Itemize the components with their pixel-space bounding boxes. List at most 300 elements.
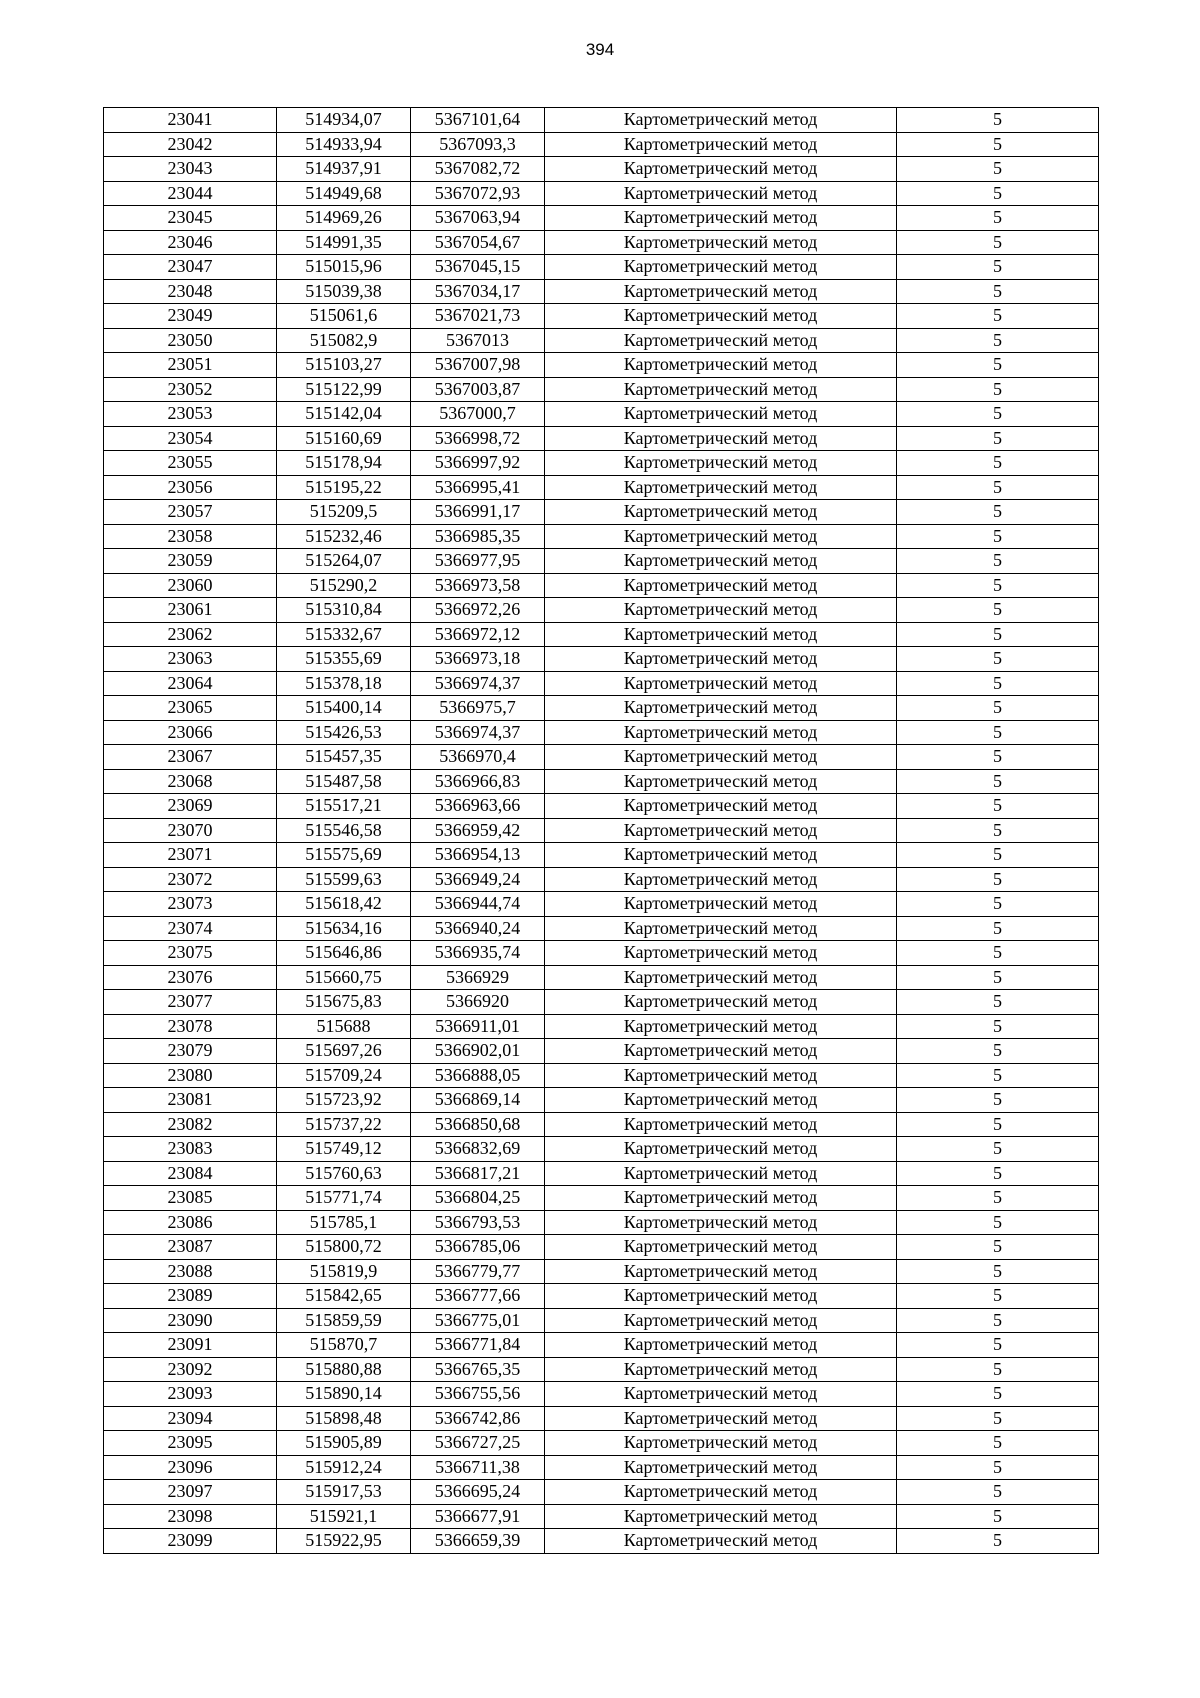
method-cell: Картометрический метод <box>545 451 897 476</box>
accuracy-cell: 5 <box>897 794 1099 819</box>
table-row <box>104 1431 1099 1456</box>
accuracy-cell: 5 <box>897 1063 1099 1088</box>
x-coordinate-cell: 514937,91 <box>277 157 411 182</box>
point-number-cell: 23085 <box>104 1186 277 1211</box>
accuracy-cell: 5 <box>897 1480 1099 1505</box>
table-row <box>104 965 1099 990</box>
point-number-cell: 23071 <box>104 843 277 868</box>
accuracy-cell: 5 <box>897 892 1099 917</box>
table-row <box>104 794 1099 819</box>
x-coordinate-cell: 515209,5 <box>277 500 411 525</box>
method-cell: Картометрический метод <box>545 1333 897 1358</box>
table-row <box>104 353 1099 378</box>
method-cell: Картометрический метод <box>545 377 897 402</box>
table-row <box>104 598 1099 623</box>
y-coordinate-cell: 5366972,12 <box>411 622 545 647</box>
method-cell: Картометрический метод <box>545 181 897 206</box>
x-coordinate-cell: 515912,24 <box>277 1455 411 1480</box>
accuracy-cell: 5 <box>897 1284 1099 1309</box>
y-coordinate-cell: 5366920 <box>411 990 545 1015</box>
y-coordinate-cell: 5367082,72 <box>411 157 545 182</box>
y-coordinate-cell: 5366742,86 <box>411 1406 545 1431</box>
point-number-cell: 23074 <box>104 916 277 941</box>
accuracy-cell: 5 <box>897 745 1099 770</box>
point-number-cell: 23083 <box>104 1137 277 1162</box>
y-coordinate-cell: 5366975,7 <box>411 696 545 721</box>
point-number-cell: 23070 <box>104 818 277 843</box>
accuracy-cell: 5 <box>897 622 1099 647</box>
point-number-cell: 23051 <box>104 353 277 378</box>
table-row <box>104 1333 1099 1358</box>
x-coordinate-cell: 515646,86 <box>277 941 411 966</box>
y-coordinate-cell: 5367101,64 <box>411 108 545 133</box>
accuracy-cell: 5 <box>897 1504 1099 1529</box>
table-row <box>104 377 1099 402</box>
x-coordinate-cell: 515487,58 <box>277 769 411 794</box>
accuracy-cell: 5 <box>897 1529 1099 1554</box>
method-cell: Картометрический метод <box>545 1259 897 1284</box>
accuracy-cell: 5 <box>897 255 1099 280</box>
x-coordinate-cell: 514949,68 <box>277 181 411 206</box>
y-coordinate-cell: 5366929 <box>411 965 545 990</box>
y-coordinate-cell: 5367003,87 <box>411 377 545 402</box>
y-coordinate-cell: 5366832,69 <box>411 1137 545 1162</box>
y-coordinate-cell: 5366997,92 <box>411 451 545 476</box>
method-cell: Картометрический метод <box>545 794 897 819</box>
method-cell: Картометрический метод <box>545 990 897 1015</box>
point-number-cell: 23078 <box>104 1014 277 1039</box>
y-coordinate-cell: 5366777,66 <box>411 1284 545 1309</box>
accuracy-cell: 5 <box>897 696 1099 721</box>
method-cell: Картометрический метод <box>545 720 897 745</box>
method-cell: Картометрический метод <box>545 206 897 231</box>
table-row <box>104 1235 1099 1260</box>
accuracy-cell: 5 <box>897 1014 1099 1039</box>
x-coordinate-cell: 515819,9 <box>277 1259 411 1284</box>
x-coordinate-cell: 515310,84 <box>277 598 411 623</box>
point-number-cell: 23072 <box>104 867 277 892</box>
y-coordinate-cell: 5366779,77 <box>411 1259 545 1284</box>
y-coordinate-cell: 5367000,7 <box>411 402 545 427</box>
method-cell: Картометрический метод <box>545 500 897 525</box>
accuracy-cell: 5 <box>897 1357 1099 1382</box>
table-row <box>104 181 1099 206</box>
y-coordinate-cell: 5367013 <box>411 328 545 353</box>
table-row <box>104 304 1099 329</box>
point-number-cell: 23066 <box>104 720 277 745</box>
x-coordinate-cell: 515737,22 <box>277 1112 411 1137</box>
point-number-cell: 23098 <box>104 1504 277 1529</box>
y-coordinate-cell: 5366804,25 <box>411 1186 545 1211</box>
y-coordinate-cell: 5367021,73 <box>411 304 545 329</box>
accuracy-cell: 5 <box>897 304 1099 329</box>
accuracy-cell: 5 <box>897 475 1099 500</box>
x-coordinate-cell: 515898,48 <box>277 1406 411 1431</box>
table-row <box>104 1504 1099 1529</box>
y-coordinate-cell: 5366793,53 <box>411 1210 545 1235</box>
method-cell: Картометрический метод <box>545 475 897 500</box>
point-number-cell: 23062 <box>104 622 277 647</box>
method-cell: Картометрический метод <box>545 1382 897 1407</box>
x-coordinate-cell: 515618,42 <box>277 892 411 917</box>
x-coordinate-cell: 515332,67 <box>277 622 411 647</box>
x-coordinate-cell: 515890,14 <box>277 1382 411 1407</box>
method-cell: Картометрический метод <box>545 304 897 329</box>
y-coordinate-cell: 5367045,15 <box>411 255 545 280</box>
table-row <box>104 132 1099 157</box>
y-coordinate-cell: 5366944,74 <box>411 892 545 917</box>
table-row <box>104 1014 1099 1039</box>
accuracy-cell: 5 <box>897 1039 1099 1064</box>
y-coordinate-cell: 5366817,21 <box>411 1161 545 1186</box>
table-row <box>104 1039 1099 1064</box>
point-number-cell: 23076 <box>104 965 277 990</box>
y-coordinate-cell: 5367054,67 <box>411 230 545 255</box>
method-cell: Картометрический метод <box>545 1137 897 1162</box>
y-coordinate-cell: 5366998,72 <box>411 426 545 451</box>
x-coordinate-cell: 514933,94 <box>277 132 411 157</box>
accuracy-cell: 5 <box>897 867 1099 892</box>
method-cell: Картометрический метод <box>545 1210 897 1235</box>
table-row <box>104 328 1099 353</box>
table-row <box>104 108 1099 133</box>
x-coordinate-cell: 515800,72 <box>277 1235 411 1260</box>
x-coordinate-cell: 515195,22 <box>277 475 411 500</box>
accuracy-cell: 5 <box>897 353 1099 378</box>
accuracy-cell: 5 <box>897 549 1099 574</box>
x-coordinate-cell: 514991,35 <box>277 230 411 255</box>
point-number-cell: 23068 <box>104 769 277 794</box>
accuracy-cell: 5 <box>897 1088 1099 1113</box>
accuracy-cell: 5 <box>897 1382 1099 1407</box>
point-number-cell: 23060 <box>104 573 277 598</box>
point-number-cell: 23046 <box>104 230 277 255</box>
accuracy-cell: 5 <box>897 451 1099 476</box>
point-number-cell: 23089 <box>104 1284 277 1309</box>
accuracy-cell: 5 <box>897 426 1099 451</box>
accuracy-cell: 5 <box>897 647 1099 672</box>
table-row <box>104 573 1099 598</box>
accuracy-cell: 5 <box>897 941 1099 966</box>
method-cell: Картометрический метод <box>545 1357 897 1382</box>
point-number-cell: 23041 <box>104 108 277 133</box>
method-cell: Картометрический метод <box>545 916 897 941</box>
x-coordinate-cell: 515061,6 <box>277 304 411 329</box>
x-coordinate-cell: 515771,74 <box>277 1186 411 1211</box>
table-row <box>104 402 1099 427</box>
point-number-cell: 23057 <box>104 500 277 525</box>
y-coordinate-cell: 5367007,98 <box>411 353 545 378</box>
x-coordinate-cell: 515142,04 <box>277 402 411 427</box>
method-cell: Картометрический метод <box>545 745 897 770</box>
method-cell: Картометрический метод <box>545 892 897 917</box>
x-coordinate-cell: 515178,94 <box>277 451 411 476</box>
point-number-cell: 23050 <box>104 328 277 353</box>
x-coordinate-cell: 515355,69 <box>277 647 411 672</box>
accuracy-cell: 5 <box>897 573 1099 598</box>
y-coordinate-cell: 5366771,84 <box>411 1333 545 1358</box>
y-coordinate-cell: 5366695,24 <box>411 1480 545 1505</box>
method-cell: Картометрический метод <box>545 353 897 378</box>
y-coordinate-cell: 5366973,58 <box>411 573 545 598</box>
x-coordinate-cell: 515103,27 <box>277 353 411 378</box>
method-cell: Картометрический метод <box>545 255 897 280</box>
x-coordinate-cell: 515400,14 <box>277 696 411 721</box>
table-row <box>104 1284 1099 1309</box>
point-number-cell: 23096 <box>104 1455 277 1480</box>
table-row <box>104 1455 1099 1480</box>
y-coordinate-cell: 5366755,56 <box>411 1382 545 1407</box>
table-row <box>104 818 1099 843</box>
x-coordinate-cell: 515517,21 <box>277 794 411 819</box>
x-coordinate-cell: 515880,88 <box>277 1357 411 1382</box>
table-row <box>104 1382 1099 1407</box>
x-coordinate-cell: 515675,83 <box>277 990 411 1015</box>
x-coordinate-cell: 515457,35 <box>277 745 411 770</box>
table-row <box>104 892 1099 917</box>
method-cell: Картометрический метод <box>545 1063 897 1088</box>
accuracy-cell: 5 <box>897 598 1099 623</box>
y-coordinate-cell: 5366765,35 <box>411 1357 545 1382</box>
y-coordinate-cell: 5367072,93 <box>411 181 545 206</box>
x-coordinate-cell: 515905,89 <box>277 1431 411 1456</box>
y-coordinate-cell: 5366888,05 <box>411 1063 545 1088</box>
method-cell: Картометрический метод <box>545 230 897 255</box>
x-coordinate-cell: 515160,69 <box>277 426 411 451</box>
point-number-cell: 23093 <box>104 1382 277 1407</box>
y-coordinate-cell: 5366974,37 <box>411 671 545 696</box>
method-cell: Картометрический метод <box>545 1529 897 1554</box>
method-cell: Картометрический метод <box>545 524 897 549</box>
point-number-cell: 23055 <box>104 451 277 476</box>
x-coordinate-cell: 515232,46 <box>277 524 411 549</box>
point-number-cell: 23044 <box>104 181 277 206</box>
x-coordinate-cell: 515426,53 <box>277 720 411 745</box>
y-coordinate-cell: 5366850,68 <box>411 1112 545 1137</box>
method-cell: Картометрический метод <box>545 1308 897 1333</box>
method-cell: Картометрический метод <box>545 549 897 574</box>
method-cell: Картометрический метод <box>545 1014 897 1039</box>
point-number-cell: 23081 <box>104 1088 277 1113</box>
method-cell: Картометрический метод <box>545 1480 897 1505</box>
x-coordinate-cell: 515660,75 <box>277 965 411 990</box>
table-row <box>104 157 1099 182</box>
y-coordinate-cell: 5366973,18 <box>411 647 545 672</box>
method-cell: Картометрический метод <box>545 402 897 427</box>
x-coordinate-cell: 515859,59 <box>277 1308 411 1333</box>
table-row <box>104 1308 1099 1333</box>
accuracy-cell: 5 <box>897 500 1099 525</box>
y-coordinate-cell: 5366977,95 <box>411 549 545 574</box>
point-number-cell: 23043 <box>104 157 277 182</box>
table-row <box>104 524 1099 549</box>
point-number-cell: 23099 <box>104 1529 277 1554</box>
x-coordinate-cell: 515723,92 <box>277 1088 411 1113</box>
x-coordinate-cell: 515842,65 <box>277 1284 411 1309</box>
accuracy-cell: 5 <box>897 1259 1099 1284</box>
point-number-cell: 23052 <box>104 377 277 402</box>
method-cell: Картометрический метод <box>545 622 897 647</box>
y-coordinate-cell: 5366985,35 <box>411 524 545 549</box>
point-number-cell: 23095 <box>104 1431 277 1456</box>
point-number-cell: 23075 <box>104 941 277 966</box>
point-number-cell: 23092 <box>104 1357 277 1382</box>
table-row <box>104 1210 1099 1235</box>
method-cell: Картометрический метод <box>545 1284 897 1309</box>
x-coordinate-cell: 515921,1 <box>277 1504 411 1529</box>
accuracy-cell: 5 <box>897 132 1099 157</box>
x-coordinate-cell: 514969,26 <box>277 206 411 231</box>
accuracy-cell: 5 <box>897 916 1099 941</box>
y-coordinate-cell: 5366995,41 <box>411 475 545 500</box>
y-coordinate-cell: 5366949,24 <box>411 867 545 892</box>
point-number-cell: 23086 <box>104 1210 277 1235</box>
table-row <box>104 990 1099 1015</box>
y-coordinate-cell: 5366963,66 <box>411 794 545 819</box>
method-cell: Картометрический метод <box>545 867 897 892</box>
y-coordinate-cell: 5366959,42 <box>411 818 545 843</box>
point-number-cell: 23056 <box>104 475 277 500</box>
point-number-cell: 23080 <box>104 1063 277 1088</box>
y-coordinate-cell: 5366940,24 <box>411 916 545 941</box>
point-number-cell: 23063 <box>104 647 277 672</box>
accuracy-cell: 5 <box>897 157 1099 182</box>
method-cell: Картометрический метод <box>545 598 897 623</box>
accuracy-cell: 5 <box>897 990 1099 1015</box>
table-row <box>104 255 1099 280</box>
y-coordinate-cell: 5366974,37 <box>411 720 545 745</box>
point-number-cell: 23073 <box>104 892 277 917</box>
x-coordinate-cell: 515917,53 <box>277 1480 411 1505</box>
method-cell: Картометрический метод <box>545 769 897 794</box>
method-cell: Картометрический метод <box>545 1235 897 1260</box>
accuracy-cell: 5 <box>897 181 1099 206</box>
x-coordinate-cell: 515922,95 <box>277 1529 411 1554</box>
x-coordinate-cell: 515546,58 <box>277 818 411 843</box>
y-coordinate-cell: 5367034,17 <box>411 279 545 304</box>
accuracy-cell: 5 <box>897 671 1099 696</box>
table-row <box>104 622 1099 647</box>
point-number-cell: 23048 <box>104 279 277 304</box>
point-number-cell: 23045 <box>104 206 277 231</box>
method-cell: Картометрический метод <box>545 647 897 672</box>
x-coordinate-cell: 515264,07 <box>277 549 411 574</box>
point-number-cell: 23069 <box>104 794 277 819</box>
table-row <box>104 1186 1099 1211</box>
table-row <box>104 279 1099 304</box>
x-coordinate-cell: 515760,63 <box>277 1161 411 1186</box>
x-coordinate-cell: 515378,18 <box>277 671 411 696</box>
accuracy-cell: 5 <box>897 818 1099 843</box>
x-coordinate-cell: 515697,26 <box>277 1039 411 1064</box>
accuracy-cell: 5 <box>897 1455 1099 1480</box>
accuracy-cell: 5 <box>897 1431 1099 1456</box>
accuracy-cell: 5 <box>897 1137 1099 1162</box>
accuracy-cell: 5 <box>897 1308 1099 1333</box>
method-cell: Картометрический метод <box>545 1161 897 1186</box>
accuracy-cell: 5 <box>897 1406 1099 1431</box>
point-number-cell: 23067 <box>104 745 277 770</box>
x-coordinate-cell: 514934,07 <box>277 108 411 133</box>
table-row <box>104 451 1099 476</box>
x-coordinate-cell: 515785,1 <box>277 1210 411 1235</box>
point-number-cell: 23049 <box>104 304 277 329</box>
table-row <box>104 843 1099 868</box>
y-coordinate-cell: 5366659,39 <box>411 1529 545 1554</box>
accuracy-cell: 5 <box>897 843 1099 868</box>
method-cell: Картометрический метод <box>545 1504 897 1529</box>
point-number-cell: 23047 <box>104 255 277 280</box>
x-coordinate-cell: 515688 <box>277 1014 411 1039</box>
x-coordinate-cell: 515709,24 <box>277 1063 411 1088</box>
table-row <box>104 720 1099 745</box>
table-row <box>104 426 1099 451</box>
x-coordinate-cell: 515634,16 <box>277 916 411 941</box>
method-cell: Картометрический метод <box>545 1431 897 1456</box>
table-row <box>104 230 1099 255</box>
x-coordinate-cell: 515749,12 <box>277 1137 411 1162</box>
method-cell: Картометрический метод <box>545 426 897 451</box>
x-coordinate-cell: 515015,96 <box>277 255 411 280</box>
y-coordinate-cell: 5366966,83 <box>411 769 545 794</box>
accuracy-cell: 5 <box>897 206 1099 231</box>
table-row <box>104 1112 1099 1137</box>
accuracy-cell: 5 <box>897 720 1099 745</box>
page-number: 394 <box>585 40 615 59</box>
point-number-cell: 23091 <box>104 1333 277 1358</box>
x-coordinate-cell: 515290,2 <box>277 573 411 598</box>
point-number-cell: 23087 <box>104 1235 277 1260</box>
x-coordinate-cell: 515870,7 <box>277 1333 411 1358</box>
table-row <box>104 1137 1099 1162</box>
y-coordinate-cell: 5366869,14 <box>411 1088 545 1113</box>
point-number-cell: 23084 <box>104 1161 277 1186</box>
table-row <box>104 1357 1099 1382</box>
method-cell: Картометрический метод <box>545 965 897 990</box>
method-cell: Картометрический метод <box>545 696 897 721</box>
point-number-cell: 23065 <box>104 696 277 721</box>
table-row <box>104 769 1099 794</box>
y-coordinate-cell: 5366727,25 <box>411 1431 545 1456</box>
method-cell: Картометрический метод <box>545 1039 897 1064</box>
point-number-cell: 23082 <box>104 1112 277 1137</box>
accuracy-cell: 5 <box>897 279 1099 304</box>
table-row <box>104 1088 1099 1113</box>
point-number-cell: 23059 <box>104 549 277 574</box>
table-row <box>104 1406 1099 1431</box>
coordinates-table-body <box>104 108 1099 1554</box>
y-coordinate-cell: 5366991,17 <box>411 500 545 525</box>
point-number-cell: 23061 <box>104 598 277 623</box>
table-row <box>104 475 1099 500</box>
table-row <box>104 206 1099 231</box>
accuracy-cell: 5 <box>897 230 1099 255</box>
accuracy-cell: 5 <box>897 1333 1099 1358</box>
method-cell: Картометрический метод <box>545 1455 897 1480</box>
point-number-cell: 23097 <box>104 1480 277 1505</box>
y-coordinate-cell: 5366902,01 <box>411 1039 545 1064</box>
method-cell: Картометрический метод <box>545 843 897 868</box>
accuracy-cell: 5 <box>897 1161 1099 1186</box>
y-coordinate-cell: 5366785,06 <box>411 1235 545 1260</box>
y-coordinate-cell: 5366775,01 <box>411 1308 545 1333</box>
y-coordinate-cell: 5366711,38 <box>411 1455 545 1480</box>
y-coordinate-cell: 5367093,3 <box>411 132 545 157</box>
method-cell: Картометрический метод <box>545 328 897 353</box>
method-cell: Картометрический метод <box>545 671 897 696</box>
method-cell: Картометрический метод <box>545 279 897 304</box>
method-cell: Картометрический метод <box>545 573 897 598</box>
